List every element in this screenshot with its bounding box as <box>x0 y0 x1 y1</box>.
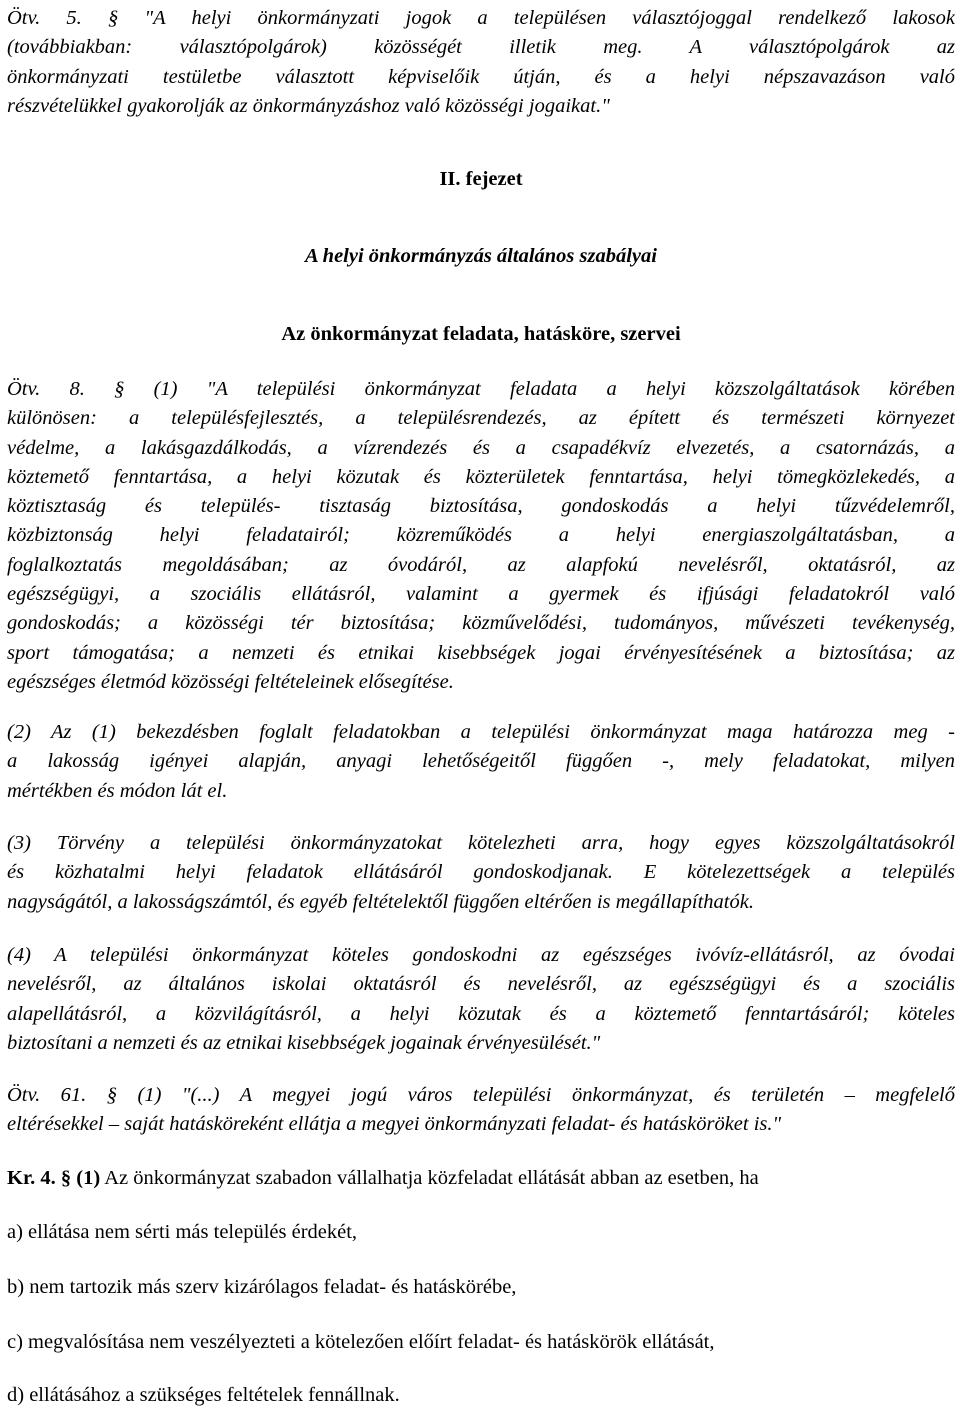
paragraph-line: nagyságától, a lakosságszámtól, és egyéb feltételektől függően eltérően is megállapíthatók. <box>7 890 754 913</box>
paragraph-line: sport támogatása; a nemzeti és etnikai kisebbségek jogai érvényesítésének a biztosítása; az <box>7 641 955 664</box>
paragraph-line: Ötv. 8. § (1) "A települési önkormányzat feladata a helyi közszolgáltatások körében <box>7 378 955 400</box>
paragraph-line: részvételükkel gyakorolják az önkormányzáshoz való közösségi jogaikat." <box>7 94 610 117</box>
kr4-ref: Kr. 4. <box>7 1167 56 1189</box>
paragraph-line: köztisztaság és település- tisztaság biztosítása, gondoskodás a helyi tűzvédelemről, <box>7 495 955 518</box>
chapter-title: A helyi önkormányzás általános szabályai <box>305 245 657 267</box>
paragraph-line: Ötv. 5. § "A helyi önkormányzati jogok a településen választójoggal rendelkező lakosok <box>7 7 955 29</box>
kr4-text: Az önkormányzat szabadon vállalhatja közfeladat ellátását abban az esetben, ha <box>104 1167 759 1189</box>
paragraph-line: egészséges életmód közösségi feltételeinek elősegítése. <box>7 670 454 693</box>
paragraph-line: (2) Az (1) bekezdésben foglalt feladatokban a települési önkormányzat maga határozza meg - <box>7 721 955 743</box>
otv61-paragraph <box>7 1081 955 1140</box>
otv8-2-paragraph <box>7 718 955 806</box>
paragraph-line: (4) A települési önkormányzat köteles gondoskodni az egészséges ivóvíz-ellátásról, az óvodai <box>7 944 955 966</box>
kr4-paragraph <box>7 1167 759 1190</box>
paragraph-line: foglalkoztatás megoldásában; az óvodáról, az alapfokú nevelésről, oktatásról, az <box>7 553 955 576</box>
paragraph-line: különösen: a településfejlesztés, a településrendezés, az épített és természeti környezet <box>7 407 955 430</box>
kr4-item-c: c) megvalósítása nem veszélyezteti a kötelezően előírt feladat- és hatáskörök ellátását, <box>7 1331 715 1353</box>
chapter-subtitle: Az önkormányzat feladata, hatásköre, szervei <box>281 323 681 345</box>
paragraph-line: közbiztonság helyi feladatairól; közreműködés a helyi energiaszolgáltatásban, a <box>7 524 955 547</box>
paragraph-line: (továbbiakban: választópolgárok) közösségét illetik meg. A választópolgárok az <box>7 36 955 59</box>
paragraph-line: nevelésről, az általános iskolai oktatásról és nevelésről, az egészségügyi és a szociális <box>7 973 955 996</box>
paragraph-line: alapellátásról, a közvilágításról, a helyi közutak és a köztemető fenntartásáról; köteles <box>7 1002 955 1025</box>
chapter-number: II. fejezet <box>439 168 523 190</box>
otv8-4-paragraph <box>7 941 955 1058</box>
paragraph-line: és közhatalmi helyi feladatok ellátásáról gondoskodjanak. E kötelezettségek a település <box>7 861 955 884</box>
paragraph-line: egészségügyi, a szociális ellátásról, valamint a gyermek és ifjúsági feladatokról való <box>7 583 955 606</box>
kr4-section: § (1) <box>60 1167 101 1189</box>
paragraph-line: (3) Törvény a települési önkormányzatokat kötelezheti arra, hogy egyes közszolgáltatásokról <box>7 832 955 854</box>
paragraph-line: gondoskodás; a közösségi tér biztosítása; közművelődési, tudományos, művészeti tevékenység, <box>7 612 955 635</box>
paragraph-line: köztemető fenntartása, a helyi közutak és közterületek fenntartása, helyi tömegközlekedés, a <box>7 465 955 488</box>
paragraph-line: védelme, a lakásgazdálkodás, a vízrendezés és a csapadékvíz elvezetés, a csatornázás, a <box>7 436 955 459</box>
kr4-item-a: a) ellátása nem sérti más település érdekét, <box>7 1221 358 1243</box>
paragraph-line: mértékben és módon lát el. <box>7 779 228 802</box>
otv8-1-paragraph <box>7 375 955 697</box>
kr4-item-b: b) nem tartozik más szerv kizárólagos feladat- és hatáskörébe, <box>7 1276 517 1298</box>
otv8-3-paragraph <box>7 829 955 917</box>
paragraph-line: a lakosság igényei alapján, anyagi lehetőségeitől függően -, mely feladatokat, milyen <box>7 750 955 773</box>
paragraph-line: Ötv. 61. § (1) "(...) A megyei jogú város települési önkormányzat, és területén – megfelelő <box>7 1084 955 1106</box>
paragraph-line: önkormányzati testületbe választott képviselőik útján, és a helyi népszavazáson való <box>7 65 955 88</box>
kr4-item-d: d) ellátásához a szükséges feltételek fennállnak. <box>7 1384 400 1406</box>
otv5-paragraph <box>7 4 955 121</box>
paragraph-line: eltérésekkel – saját hatásköreként ellátja a megyei önkormányzati feladat- és hatásköröket is." <box>7 1113 782 1136</box>
paragraph-line: biztosítani a nemzeti és az etnikai kisebbségek jogainak érvényesülését." <box>7 1031 601 1054</box>
